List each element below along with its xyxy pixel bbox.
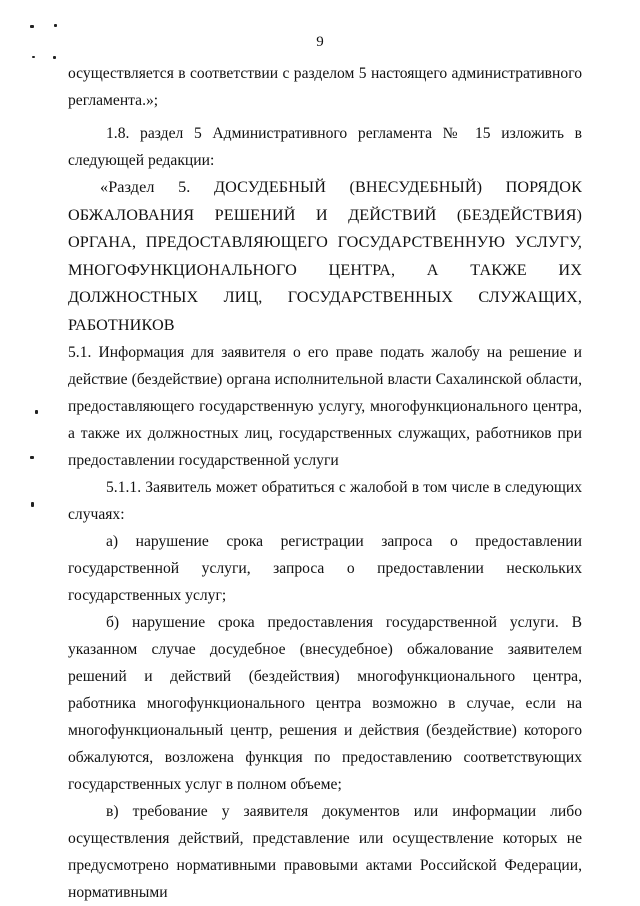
scan-mark bbox=[53, 56, 56, 59]
document-body bbox=[68, 60, 582, 906]
scan-mark bbox=[54, 24, 57, 27]
paragraph-continuation: осуществляется в соответствии с разделом 5 настоящего административного регламента.»; bbox=[68, 65, 582, 109]
scan-mark bbox=[31, 502, 34, 507]
list-item-b: б) нарушение срока предоставления государственной услуги. В указанном случае досудебное (внесудебное) обжалование заявителем решений и действий (бездействия) многофункционального центра, работника многофункционального центра возможно в случае, если на многофункциональный центр, решения и действия (бездействие) которого обжалуются, возложена функция по предоставлению соответствующих государственных услуг в полном объеме; bbox=[68, 614, 582, 793]
page-number: 9 bbox=[316, 34, 324, 50]
paragraph-amendment: 1.8. раздел 5 Административного регламента № 15 изложить в следующей редакции: bbox=[68, 125, 582, 169]
list-item-c: в) требование у заявителя документов или информации либо осуществления действий, представление или осуществление которых не предусмотрено нормативными правовыми актами Российской Федерации, нормативными bbox=[68, 803, 582, 901]
paragraph-5-1-1: 5.1.1. Заявитель может обратиться с жалобой в том числе в следующих случаях: bbox=[68, 479, 582, 523]
subsection-heading: 5.1. Информация для заявителя о его праве подать жалобу на решение и действие (бездействие) органа исполнительной власти Сахалинской области, предоставляющего государственную услугу, многофункционального центра, а также их должностных лиц, государственных служащих, работников при предоставлении государственной услуги bbox=[68, 344, 582, 469]
list-item-a: а) нарушение срока регистрации запроса о предоставлении государственной услуги, запроса о предоставлении нескольких государственных услуг; bbox=[68, 533, 582, 604]
section-heading: «Раздел 5. ДОСУДЕБНЫЙ (ВНЕСУДЕБНЫЙ) ПОРЯДОК ОБЖАЛОВАНИЯ РЕШЕНИЙ И ДЕЙСТВИЙ (БЕЗДЕЙСТВИЯ) ОРГАНА, ПРЕДОСТАВЛЯЮЩЕГО ГОСУДАРСТВЕННУЮ УСЛУГУ, МНОГОФУНКЦИОНАЛЬНОГО ЦЕНТРА, А ТАКЖЕ ИХ ДОЛЖНОСТНЫХ ЛИЦ, ГОСУДАРСТВЕННЫХ СЛУЖАЩИХ, РАБОТНИКОВ bbox=[68, 178, 582, 334]
scan-mark bbox=[32, 56, 35, 58]
scan-mark bbox=[30, 456, 34, 459]
scan-mark bbox=[35, 410, 38, 414]
scan-mark bbox=[30, 25, 34, 28]
